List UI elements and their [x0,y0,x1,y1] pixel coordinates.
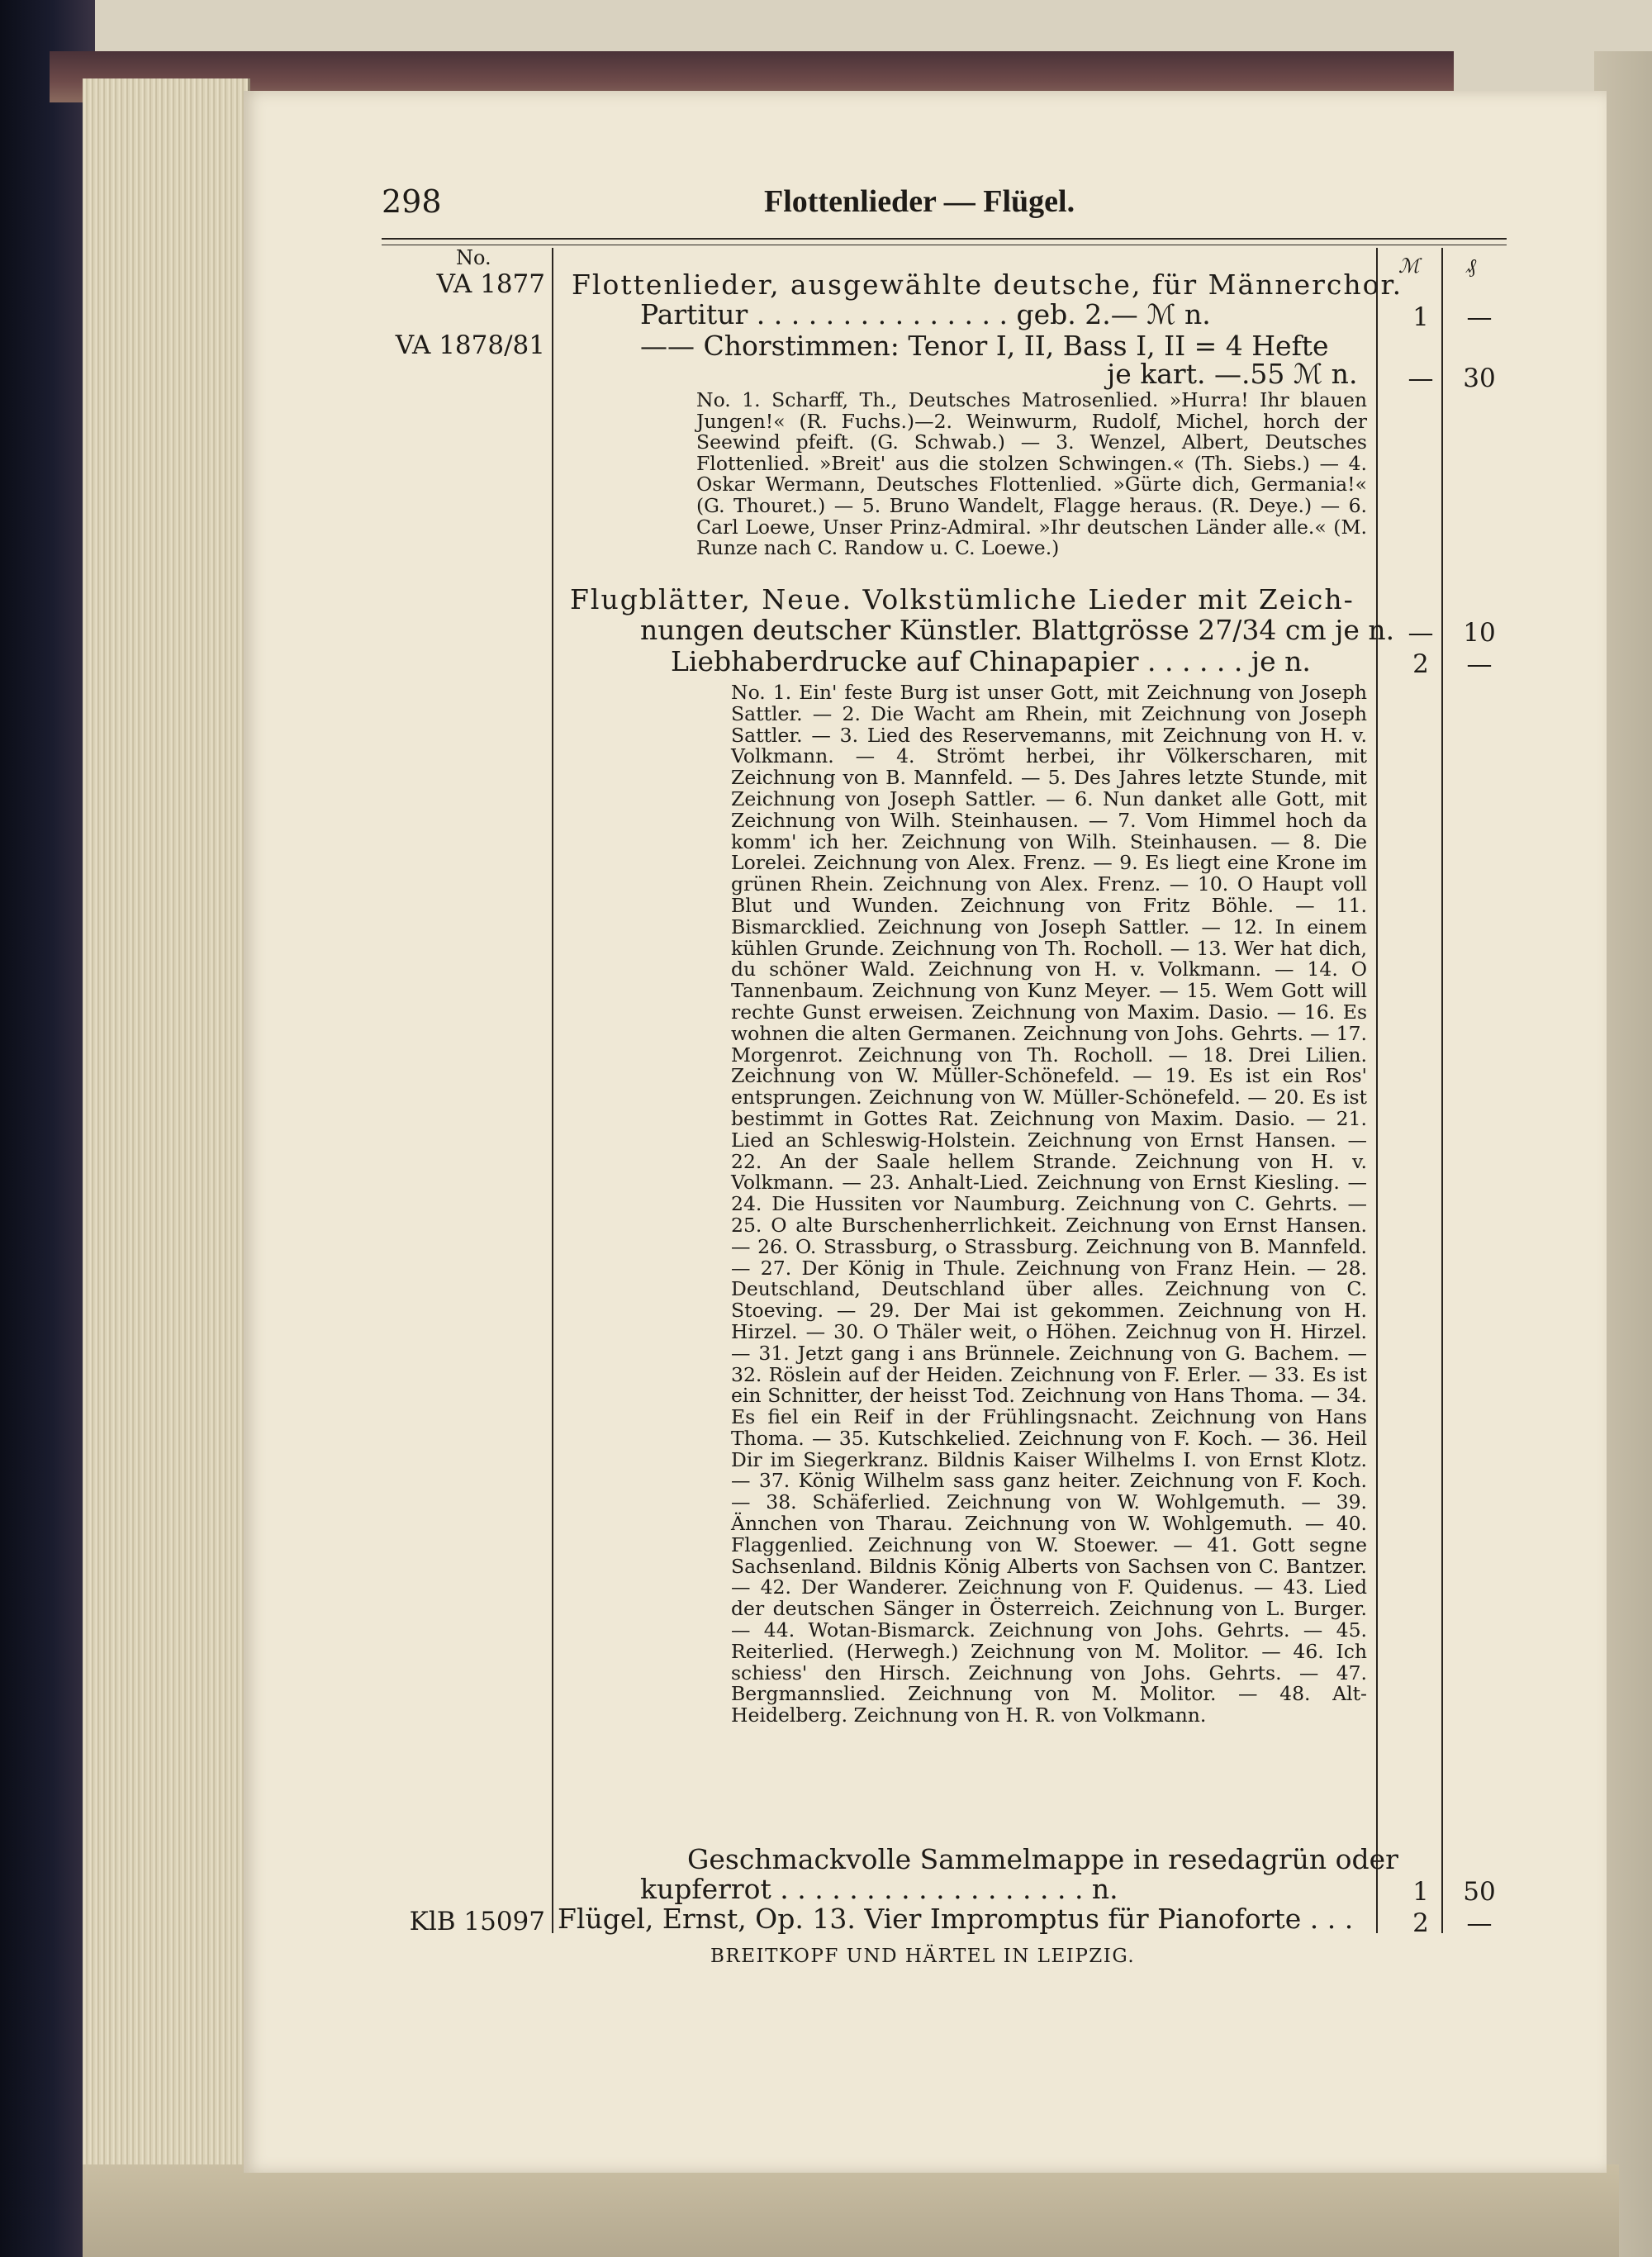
entry-line: kupferrot . . . . . . . . . . . . . . . . . . n. [640,1873,1118,1905]
catalog-number: KlB 15097 [409,1907,545,1936]
column-divider-catno [552,248,553,1933]
price-pfennig: 50 [1463,1877,1496,1907]
price-mark: 1 [1412,302,1429,332]
book-bottom-edge [83,2164,1619,2257]
catalog-number: VA 1878/81 [395,330,545,360]
price-mark: — [1408,363,1434,393]
price-pfennig: — [1466,302,1493,332]
entry-line: je kart. —.55 ℳ n. [1107,358,1358,390]
price-pfennig: — [1466,649,1493,679]
entry-contents [731,682,1367,1727]
catalog-number: VA 1877 [436,269,545,299]
entry-line: —— Chorstimmen: Tenor I, II, Bass I, II = 4 Hefte [640,330,1329,362]
price-pfennig: — [1466,1908,1493,1938]
no-column-label: No. [456,246,491,269]
contents-text: No. 1. Ein' feste Burg ist unser Gott, mit Zeichnung von Joseph Sattler. — 2. Die Wacht am Rhein, mit Zeichnung von Joseph Sattler. — 3. Lied des Reservemanns, mit Zeichnung von H. v. Volkmann. — 4. Strömt herbei, ihr Völkerscharen, mit Zeichnung von B. Mannfeld. — 5. Des Jahres letzte Stunde, mit Zeichnung von Joseph Sattler. — 6. Nun danket alle Gott, mit Zeichnung von Wilh. Steinhausen. — 7. Vom Himmel hoch da komm' ich her. Zeichnung von Wilh. Steinhausen. — 8. Die Lorelei. Zeichnung von Alex. Frenz. — 9. Es liegt eine Krone im grünen Rhein. Zeichnung von Alex. Frenz. — 10. O Haupt voll Blut und Wunden. Zeichnung von Fritz Böhle. — 11. Bismarcklied. Zeichnung von Joseph Sattler. — 12. In einem kühlen Grunde. Zeichnung von Th. Rocholl. — 13. Wer hat dich, du schöner Wald. Zeichnung von H. v. Volkmann. — 14. O Tannenbaum. Zeichnung von Kunz Meyer. — 15. Wem Gott will rechte Gunst erweisen. Zeichnung von Maxim. Dasio. — 16. Es wohnen die alten Germanen. Zeichnung von Johs. Gehrts. — 17. Morgenrot. Zeichnung von Th. Rocholl. — 18. Drei Lilien. Zeichnung von W. Müller-Schönefeld. — 19. Es ist ein Ros' entsprungen. Zeichnung von W. Müller-Schönefeld. — 20. Es ist bestimmt in Gottes Rat. Zeichnung von Maxim. Dasio. — 21. Lied an Schleswig-Holstein. Zeichnung von Ernst Hansen. — 22. An der Saale hellem Strande. Zeichnung von H. v. Volkmann. — 23. Anhalt-Lied. Zeichnung von Ernst Kiesling. — 24. Die Hussiten vor Naumburg. Zeichnung von C. Gehrts. — 25. O alte Burschenherrlichkeit. Zeichnung von Ernst Hansen. — 26. O. Strassburg, o Strassburg. Zeichnung von B. Mannfeld. — 27. Der König in Thule. Zeichnung von Franz Hein. — 28. Deutschland, Deutschland über alles. Zeichnung von C. Stoeving. — 29. Der Mai ist gekommen. Zeichnung von H. Hirzel. — 30. O Thäler weit, o Höhen. Zeichnug von H. Hirzel. — 31. Jetzt gang i ans Brünnele. Zeichnung von G. Bachem. — 32. Röslein auf der Heiden. Zeichnung von F. Erler. — 33. Es ist ein Schnitter, der heisst Tod. Zeichnung von Hans Thoma. — 34. Es fiel ein Reif in der Frühlingsnacht. Zeichnung von Hans Thoma. — 35. Kutschkelied. Zeichnung von F. Koch. — 36. Heil Dir im Siegerkranz. Bildnis Kaiser Wilhelms I. von Ernst Klotz. — 37. König Wilhelm sass ganz heiter. Zeichnung von F. Koch. — 38. Schäferlied. Zeichnung von W. Wohlgemuth. — 39. Ännchen von Tharau. Zeichnung von W. Wohlgemuth. — 40. Flaggenlied. Zeichnung von W. Stoewer. — 41. Gott segne Sachsenland. Bildnis König Alberts von Sachsen von C. Bantzer. — 42. Der Wanderer. Zeichnung von F. Quidenus. — 43. Lied der deutschen Sänger in Österreich. Zeichnung von L. Burger. — 44. Wotan-Bismarck. Zeichnung von Johs. Gehrts. — 45. Reiterlied. (Herwegh.) Zeichnung von M. Molitor. — 46. Ich schiess' den Hirsch. Zeichnung von Johs. Gehrts. — 47. Bergmannslied. Zeichnung von M. Molitor. — 48. Alt-Heidelberg. Zeichnung von H. R. von Volkmann. [731,681,1367,1727]
mark-column-label: ℳ [1398,254,1420,278]
entry-title-flottenlieder: Flottenlieder, ausgewählte deutsche, für Männerchor. [572,268,1403,301]
entry-title-fluegel: Flügel, Ernst, Op. 13. Vier Impromptus für Pianoforte . . . [558,1903,1354,1935]
entry-title-flugblaetter: Flugblätter, Neue. Volkstümliche Lieder mit Zeich- [570,583,1355,615]
price-mark: — [1408,618,1434,648]
book-binding [0,0,95,2257]
price-mark: 2 [1412,649,1429,679]
running-title: Flottenlieder — Flügel. [764,184,1075,219]
column-divider-pf [1441,248,1443,1933]
pfennig-column-label: ₰ [1466,254,1476,278]
price-mark: 2 [1412,1908,1429,1938]
entry-line: Liebhaberdrucke auf Chinapapier . . . . . . je n. [671,645,1311,677]
price-pfennig: 10 [1463,618,1496,648]
entry-line: nungen deutscher Künstler. Blattgrösse 27/34 cm je n. [640,614,1395,646]
page-edges [83,78,250,2193]
column-divider-mark [1376,248,1378,1933]
entry-line: Geschmackvolle Sammelmappe in resedagrün oder [687,1843,1398,1875]
entry-contents [696,390,1367,559]
header-rule [382,238,1507,240]
price-mark: 1 [1412,1877,1429,1907]
publisher-footer: BREITKOPF UND HÄRTEL IN LEIPZIG. [710,1946,1136,1967]
price-pfennig: 30 [1463,363,1496,393]
entry-line: Partitur . . . . . . . . . . . . . . . geb. 2.— ℳ n. [640,298,1211,330]
contents-text: No. 1. Scharff, Th., Deutsches Matrosenlied. »Hurra! Ihr blauen Jungen!« (R. Fuchs.)—2. Weinwurm, Rudolf, Michel, horch der Seewind pfeift. (G. Schwab.) — 3. Wenzel, Albert, Deutsches Flottenlied. »Breit' aus die stolzen Schwingen.« (Th. Siebs.) — 4. Oskar Wermann, Deutsches Flottenlied. »Gürte dich, Germania!« (G. Thouret.) — 5. Bruno Wandelt, Flagge heraus. (R. Deye.) — 6. Carl Loewe, Unser Prinz-Admiral. »Ihr deutschen Länder alle.« (M. Runze nach C. Randow u. C. Loewe.) [696,388,1367,560]
page-number: 298 [382,183,442,220]
